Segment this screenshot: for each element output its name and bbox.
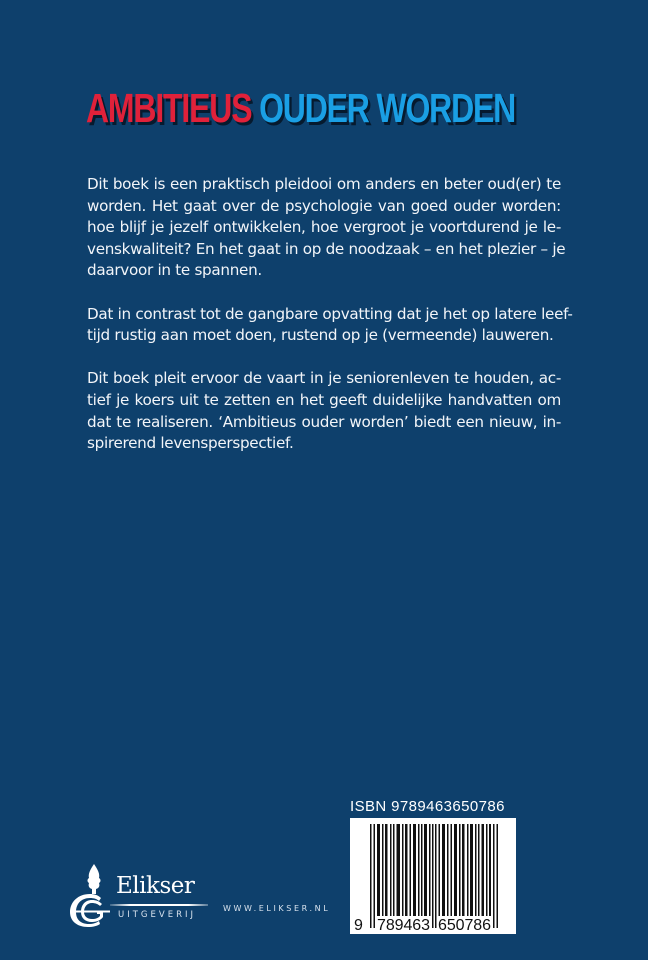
- blurb-line: daarvoor in te spannen.: [87, 261, 262, 280]
- publisher-subtitle: UITGEVERIJ: [118, 910, 196, 920]
- publisher-name: Elikser: [116, 873, 195, 899]
- blurb-line: hoe blijf je jezelf ontwikkelen, hoe vergroot je voortdurend je le-: [87, 218, 561, 237]
- blurb-line: Dit boek pleit ervoor de vaart in je seniorenleven te houden, ac-: [87, 369, 561, 388]
- blurb-paragraph-2: [87, 304, 573, 347]
- blurb-line: venskwaliteit? En het gaat in op de noodzaak – en het plezier – je: [87, 239, 566, 258]
- blurb-line: spirerend levensperspectief.: [87, 434, 294, 453]
- publisher-website: WWW.ELIKSER.NL: [223, 904, 331, 913]
- blurb-paragraph-3: [87, 368, 561, 454]
- blurb-line: tief je koers uit te zetten en het geeft duidelijke handvatten om: [87, 390, 561, 409]
- blurb-paragraph-1: [87, 174, 566, 282]
- barcode-digit-first: 9: [354, 917, 363, 934]
- blurb: [87, 174, 573, 476]
- barcode-bars-icon: [350, 818, 516, 934]
- barcode-digits-group2: 650786: [438, 917, 491, 934]
- logo-divider: [110, 904, 208, 906]
- title-part-ouder-worden: OUDER WORDEN: [259, 85, 516, 131]
- blurb-line: Dat in contrast tot de gangbare opvatting dat je het op latere leef-: [87, 304, 573, 323]
- blurb-line: Dit boek is een praktisch pleidooi om anders en beter oud(er) te: [87, 175, 561, 193]
- book-title: [86, 84, 516, 132]
- blurb-line: tijd rustig aan moet doen, rustend op je (vermeende) lauweren.: [87, 326, 554, 345]
- title-part-ambitieus: AMBITIEUS: [86, 85, 252, 131]
- blurb-line: dat te realiseren. ‘Ambitieus ouder worden’ biedt een nieuw, in-: [87, 412, 561, 431]
- publisher-logo: [66, 862, 226, 932]
- barcode: [350, 818, 516, 934]
- blurb-line: worden. Het gaat over de psychologie van goed ouder worden:: [87, 196, 561, 215]
- barcode-digits-group1: 789463: [377, 917, 430, 934]
- elikser-logo-icon: [66, 862, 110, 928]
- isbn-label: ISBN 9789463650786: [350, 798, 505, 815]
